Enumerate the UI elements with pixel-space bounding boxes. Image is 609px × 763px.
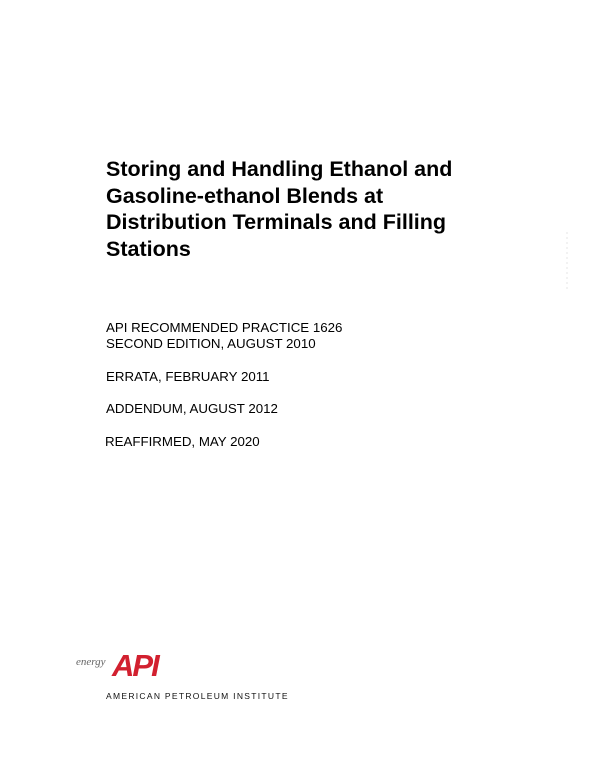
energy-tagline: energy — [76, 656, 106, 668]
document-title — [106, 156, 526, 262]
title-line: Gasoline-ethanol Blends at — [106, 183, 384, 208]
addendum-line: ADDENDUM, AUGUST 2012 — [106, 401, 278, 416]
scan-artifact — [566, 232, 568, 292]
reaffirmed-line: REAFFIRMED, MAY 2020 — [105, 434, 260, 449]
title-line: Storing and Handling Ethanol and — [106, 157, 453, 181]
practice-number: API RECOMMENDED PRACTICE 1626 — [106, 320, 343, 335]
edition-line: SECOND EDITION, AUGUST 2010 — [106, 336, 316, 351]
institute-name: AMERICAN PETROLEUM INSTITUTE — [106, 691, 289, 701]
api-logo — [76, 649, 289, 709]
title-line: Stations — [106, 236, 191, 261]
errata-line: ERRATA, FEBRUARY 2011 — [106, 369, 270, 384]
title-line: Distribution Terminals and Filling — [106, 210, 447, 234]
api-logo-letters: API — [112, 649, 158, 679]
api-logo-mark-icon — [110, 649, 170, 679]
